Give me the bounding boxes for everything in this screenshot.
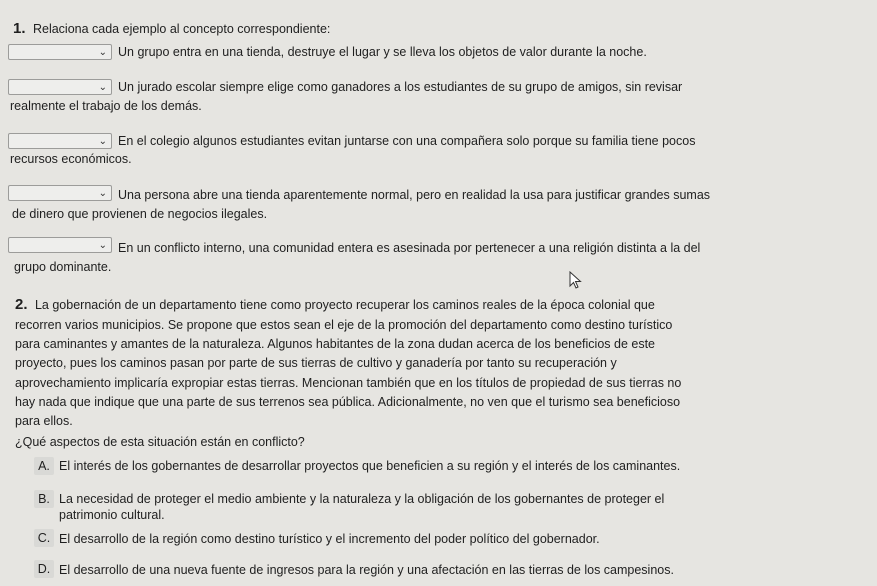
option-text: El interés de los gobernantes de desarrollar proyectos que beneficien a su región y el interés de los caminantes. (59, 459, 681, 473)
example-3-text-cont: recursos económicos. (10, 152, 132, 166)
chevron-down-icon: ⌄ (98, 188, 107, 199)
option-letter: D. (34, 560, 54, 578)
example-3-text: En el colegio algunos estudiantes evitan juntarse con una compañera solo porque su familia tiene pocos (118, 134, 696, 148)
example-2-text-cont: realmente el trabajo de los demás. (10, 99, 202, 113)
option-letter: C. (34, 529, 54, 547)
concept-select-1[interactable] (8, 44, 112, 60)
example-4-text: Una persona abre una tienda aparentemente normal, pero en realidad la usa para justificar grandes sumas (118, 188, 711, 202)
chevron-down-icon: ⌄ (98, 136, 107, 147)
chevron-down-icon: ⌄ (98, 240, 107, 251)
question-prompt: ¿Qué aspectos de esta situación están en conflicto? (15, 435, 305, 449)
question-title: Relaciona cada ejemplo al concepto correspondiente: (32, 22, 331, 36)
question-number: 1. (13, 20, 26, 37)
option-letter: B. (34, 490, 54, 508)
example-4-text-cont: de dinero que provienen de negocios ilegales. (12, 207, 268, 221)
passage-line-1: La gobernación de un departamento tiene como proyecto recuperar los caminos reales de la época colonial que (34, 298, 655, 312)
option-text: El desarrollo de la región como destino turístico y el incremento del poder político del gobernador. (59, 532, 600, 546)
passage-line-7: para ellos. (15, 414, 73, 428)
option-letter: A. (34, 457, 54, 475)
option-text-cont: patrimonio cultural. (59, 508, 165, 522)
mouse-pointer-icon (569, 271, 583, 289)
concept-select-3[interactable] (8, 133, 112, 149)
question-2-header (15, 296, 655, 314)
question-1-header (13, 20, 330, 38)
option-c[interactable] (34, 527, 874, 549)
option-a[interactable] (34, 455, 874, 477)
example-5-text-cont: grupo dominante. (14, 260, 112, 274)
option-text: La necesidad de proteger el medio ambiente y la naturaleza y la obligación de los gobernantes de proteger el (59, 492, 665, 506)
passage-line-6: hay nada que indique que una parte de sus terrenos sea pública. Adicionalmente, no ven que el turismo sea beneficioso (15, 395, 681, 409)
passage-line-3: para caminantes y amantes de la naturaleza. Algunos habitantes de la zona dudan acerca de los beneficios de este (15, 337, 656, 351)
option-b[interactable] (34, 488, 874, 524)
chevron-down-icon: ⌄ (98, 47, 107, 58)
passage-line-5: aprovechamiento implicaría expropiar estas tierras. Mencionan también que en los títulos de propiedad de sus tierras no (15, 376, 682, 390)
passage-line-2: recorren varios municipios. Se propone que estos sean el eje de la promoción del departamento como destino turístico (15, 318, 673, 332)
concept-select-2[interactable] (8, 79, 112, 95)
example-1-text: Un grupo entra en una tienda, destruye el lugar y se lleva los objetos de valor durante la noche. (118, 45, 647, 59)
option-text: El desarrollo de una nueva fuente de ingresos para la región y una afectación en las tierras de los campesinos. (59, 563, 674, 577)
passage-line-4: proyecto, pues los caminos pasan por parte de sus tierras de cultivo y ganadería por tanto su recuperación y (15, 356, 617, 370)
example-2-text: Un jurado escolar siempre elige como ganadores a los estudiantes de su grupo de amigos, sin revisar (118, 80, 683, 94)
chevron-down-icon: ⌄ (98, 82, 107, 93)
example-5-text: En un conflicto interno, una comunidad entera es asesinada por pertenecer a una religión distinta a la del (118, 241, 701, 255)
concept-select-4[interactable] (8, 185, 112, 201)
question-number: 2. (15, 296, 28, 313)
option-d[interactable] (34, 558, 874, 580)
concept-select-5[interactable] (8, 237, 112, 253)
